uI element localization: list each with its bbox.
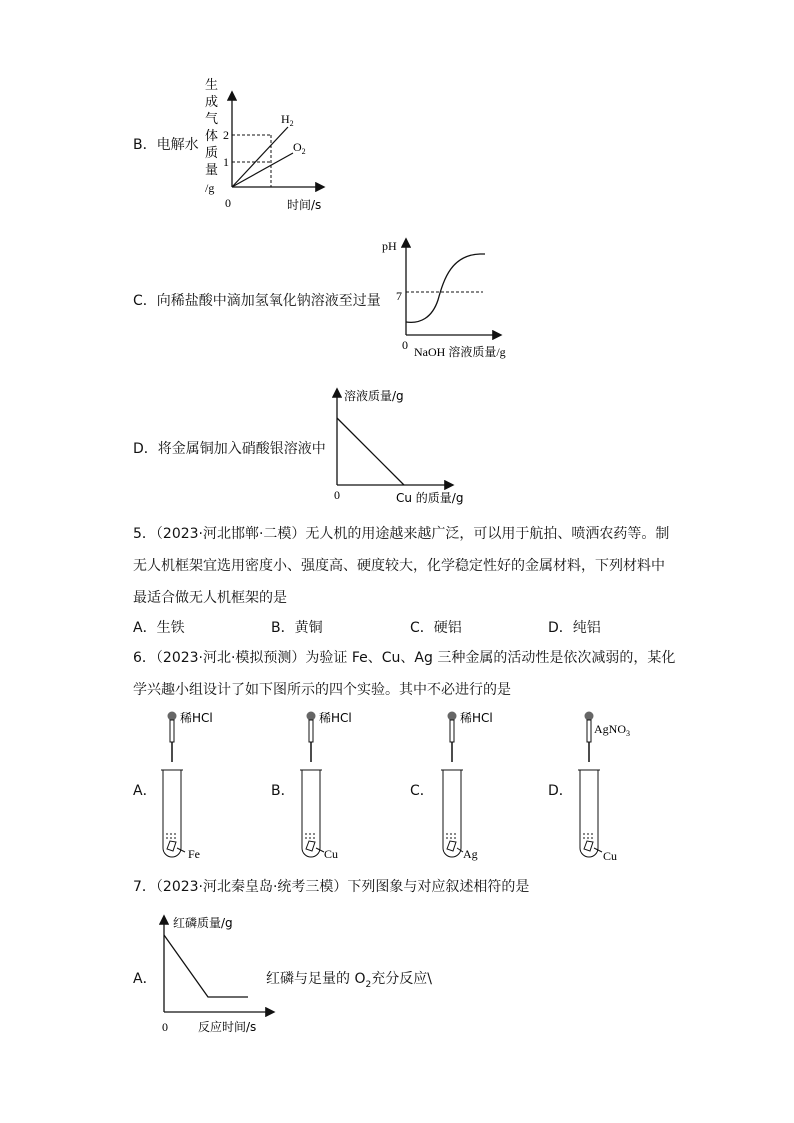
chart-d-xlabel: Cu 的质量/g xyxy=(396,491,464,505)
q7-option-a-desc: 红磷与足量的 $O_2$充分反应\ xyxy=(266,971,432,990)
exp-a-apparatus xyxy=(155,708,235,868)
ylabel-char-5: 量 xyxy=(205,163,219,178)
option-b-label: B．电解水 xyxy=(133,137,199,153)
chart-c-origin: 0 xyxy=(402,338,408,352)
ylabel-char-6: /g xyxy=(205,181,215,195)
q5-option-b: B．黄铜 xyxy=(271,620,323,636)
q5-option-c: C．硬铝 xyxy=(410,620,462,636)
ylabel-char-4: 质 xyxy=(205,146,219,161)
metal-piece xyxy=(584,841,593,851)
chart-q7-red-phosphorus xyxy=(155,905,280,1040)
chart-q7-xlabel: 反应时间/s xyxy=(198,1020,257,1034)
series-h2: $H_2$ xyxy=(281,112,294,128)
ylabel-char-3: 体 xyxy=(205,129,219,144)
exp-c-reagent: 稀HCl xyxy=(460,711,493,725)
test-tube xyxy=(580,770,598,857)
dropper-tube xyxy=(170,720,174,742)
chart-b-xlabel: 时间/s xyxy=(287,198,322,212)
metal-piece xyxy=(447,841,456,851)
q5-line-1: 5．（2023·河北邯郸·二模）无人机的用途越来越广泛，可以用于航拍、喷洒农药等。制 xyxy=(133,526,670,542)
chart-d-origin: 0 xyxy=(334,488,340,502)
exp-d-letter: D． xyxy=(548,783,573,799)
line-solution-mass xyxy=(337,418,404,485)
q7-line-1: 7．（2023·河北秦皇岛·统考三模）下列图象与对应叙述相符的是 xyxy=(133,879,530,895)
option-c-label: C．向稀盐酸中滴加氢氧化钠溶液至过量 xyxy=(133,293,381,309)
ylabel-char-1: 成 xyxy=(205,95,219,110)
dropper-tube xyxy=(309,720,313,742)
exp-c-metal: Ag xyxy=(463,847,478,861)
chart-q7-ylabel: 红磷质量/g xyxy=(173,916,233,930)
tick-1: 1 xyxy=(223,155,229,169)
line-o2 xyxy=(232,153,293,187)
exp-b-apparatus xyxy=(294,708,374,868)
test-tube xyxy=(302,770,320,857)
chart-d-ylabel: 溶液质量/g xyxy=(344,389,404,403)
exp-a-letter: A． xyxy=(133,783,157,799)
chart-d-solution xyxy=(330,380,490,508)
q6-line-1: 6．（2023·河北·模拟预测）为验证 Fe、Cu、Ag 三种金属的活动性是依次减弱的，某化 xyxy=(133,650,676,666)
dropper-tube xyxy=(450,720,454,742)
exp-c-letter: C． xyxy=(410,783,434,799)
line-phosphorus-mass xyxy=(164,935,248,997)
dropper-bulb xyxy=(585,712,594,721)
series-o2: $O_2$ xyxy=(293,140,306,156)
test-tube xyxy=(163,770,181,857)
tick-2: 2 xyxy=(223,128,229,142)
exp-c-apparatus xyxy=(435,708,515,868)
metal-piece xyxy=(167,841,176,851)
dropper-bulb xyxy=(168,712,177,721)
metal-piece xyxy=(306,841,315,851)
q5-line-2: 无人机框架宜选用密度小、强度高、硬度较大，化学稳定性好的金属材料，下列材料中 xyxy=(133,558,665,574)
chart-q7-origin: 0 xyxy=(162,1020,168,1034)
dropper-bulb xyxy=(448,712,457,721)
ylabel-char-2: 气 xyxy=(205,112,219,127)
dropper-tube xyxy=(587,720,591,742)
chart-c-ph xyxy=(380,230,540,365)
q5-option-a: A．生铁 xyxy=(133,620,185,636)
q5-line-3: 最适合做无人机框架的是 xyxy=(133,590,287,606)
chart-c-ylabel: pH xyxy=(382,239,397,253)
chart-b-electrolysis xyxy=(195,75,335,215)
exp-d-metal: Cu xyxy=(603,849,618,863)
q6-line-2: 学兴趣小组设计了如下图所示的四个实验。其中不必进行的是 xyxy=(133,682,511,698)
test-tube xyxy=(443,770,461,857)
exp-a-reagent: 稀HCl xyxy=(180,711,213,725)
exp-b-metal: Cu xyxy=(324,847,339,861)
tick-7: 7 xyxy=(396,289,402,303)
exp-d-reagent: AgNO$_3$ xyxy=(594,722,630,738)
q5-option-d: D．纯铝 xyxy=(548,620,601,636)
chart-c-xlabel: NaOH 溶液质量/g xyxy=(414,345,506,359)
exp-b-reagent: 稀HCl xyxy=(319,711,352,725)
line-h2 xyxy=(232,127,288,187)
ylabel-char-0: 生 xyxy=(205,78,219,93)
dropper-bulb xyxy=(307,712,316,721)
q7-option-a-letter: A． xyxy=(133,971,157,987)
ph-curve xyxy=(406,254,485,322)
exp-d-apparatus xyxy=(572,708,662,868)
chart-b-origin: 0 xyxy=(225,196,231,210)
exp-a-metal: Fe xyxy=(188,847,200,861)
exp-b-letter: B． xyxy=(271,783,295,799)
option-d-label: D．将金属铜加入硝酸银溶液中 xyxy=(133,441,326,457)
